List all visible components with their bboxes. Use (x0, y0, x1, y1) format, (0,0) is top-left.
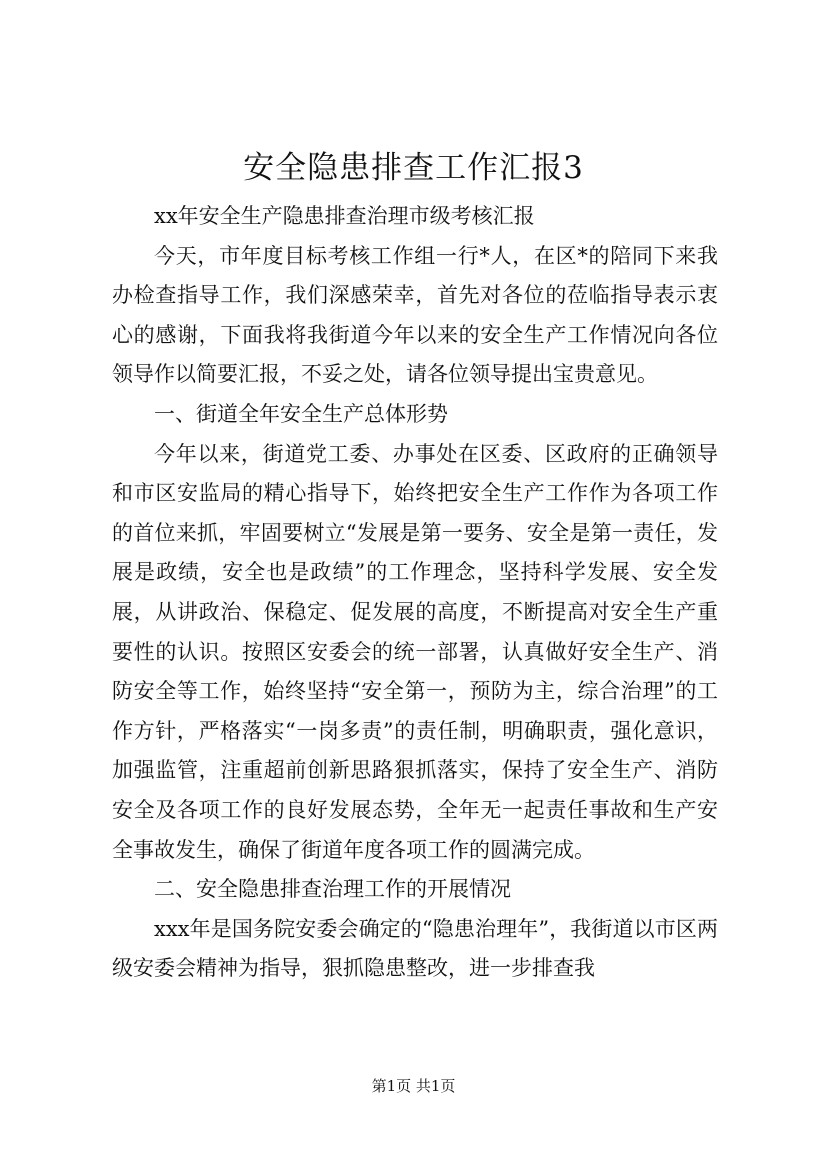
intro-paragraph: 今天，市年度目标考核工作组一行*人，在区*的陪同下来我办检查指导工作，我们深感荣幸，首先对各位的莅临指导表示衷心的感谢，下面我将我街道今年以来的安全生产工作情况向各位领导作以简要汇报，不妥之处，请各位领导提出宝贵意见。 (112, 243, 718, 387)
section-2-heading: 二、安全隐患排查治理工作的开展情况 (154, 877, 511, 902)
report-subtitle: xx年安全生产隐患排查治理市级考核汇报 (154, 204, 535, 228)
section-2-paragraph: xxx年是国务院安委会确定的“隐患治理年”，我街道以市区两级安委会精神为指导，狠抓隐患整改，进一步排查我 (112, 916, 718, 981)
document-body (112, 197, 718, 989)
section-1-paragraph: 今年以来，街道党工委、办事处在区委、区政府的正确领导和市区安监局的精心指导下，始终把安全生产工作作为各项工作的首位来抓，牢固要树立“发展是第一要务、安全是第一责任，发展是政绩，安全也是政绩”的工作理念，坚持科学发展、安全发展，从讲政治、保稳定、促发展的高度，不断提高对安全生产重要性的认识。按照区安委会的统一部署，认真做好安全生产、消防安全等工作，始终坚持“安全第一，预防为主，综合治理”的工作方针，严格落实“一岗多责”的责任制，明确职责，强化意识，加强监管，注重超前创新思路狠抓落实，保持了安全生产、消防安全及各项工作的良好发展态势，全年无一起责任事故和生产安全事故发生，确保了街道年度各项工作的圆满完成。 (112, 441, 718, 862)
page-number-footer: 第1页 共1页 (371, 1077, 456, 1095)
document-title: 安全隐患排查工作汇报3 (243, 150, 584, 186)
section-1-heading: 一、街道全年安全生产总体形势 (154, 401, 448, 426)
